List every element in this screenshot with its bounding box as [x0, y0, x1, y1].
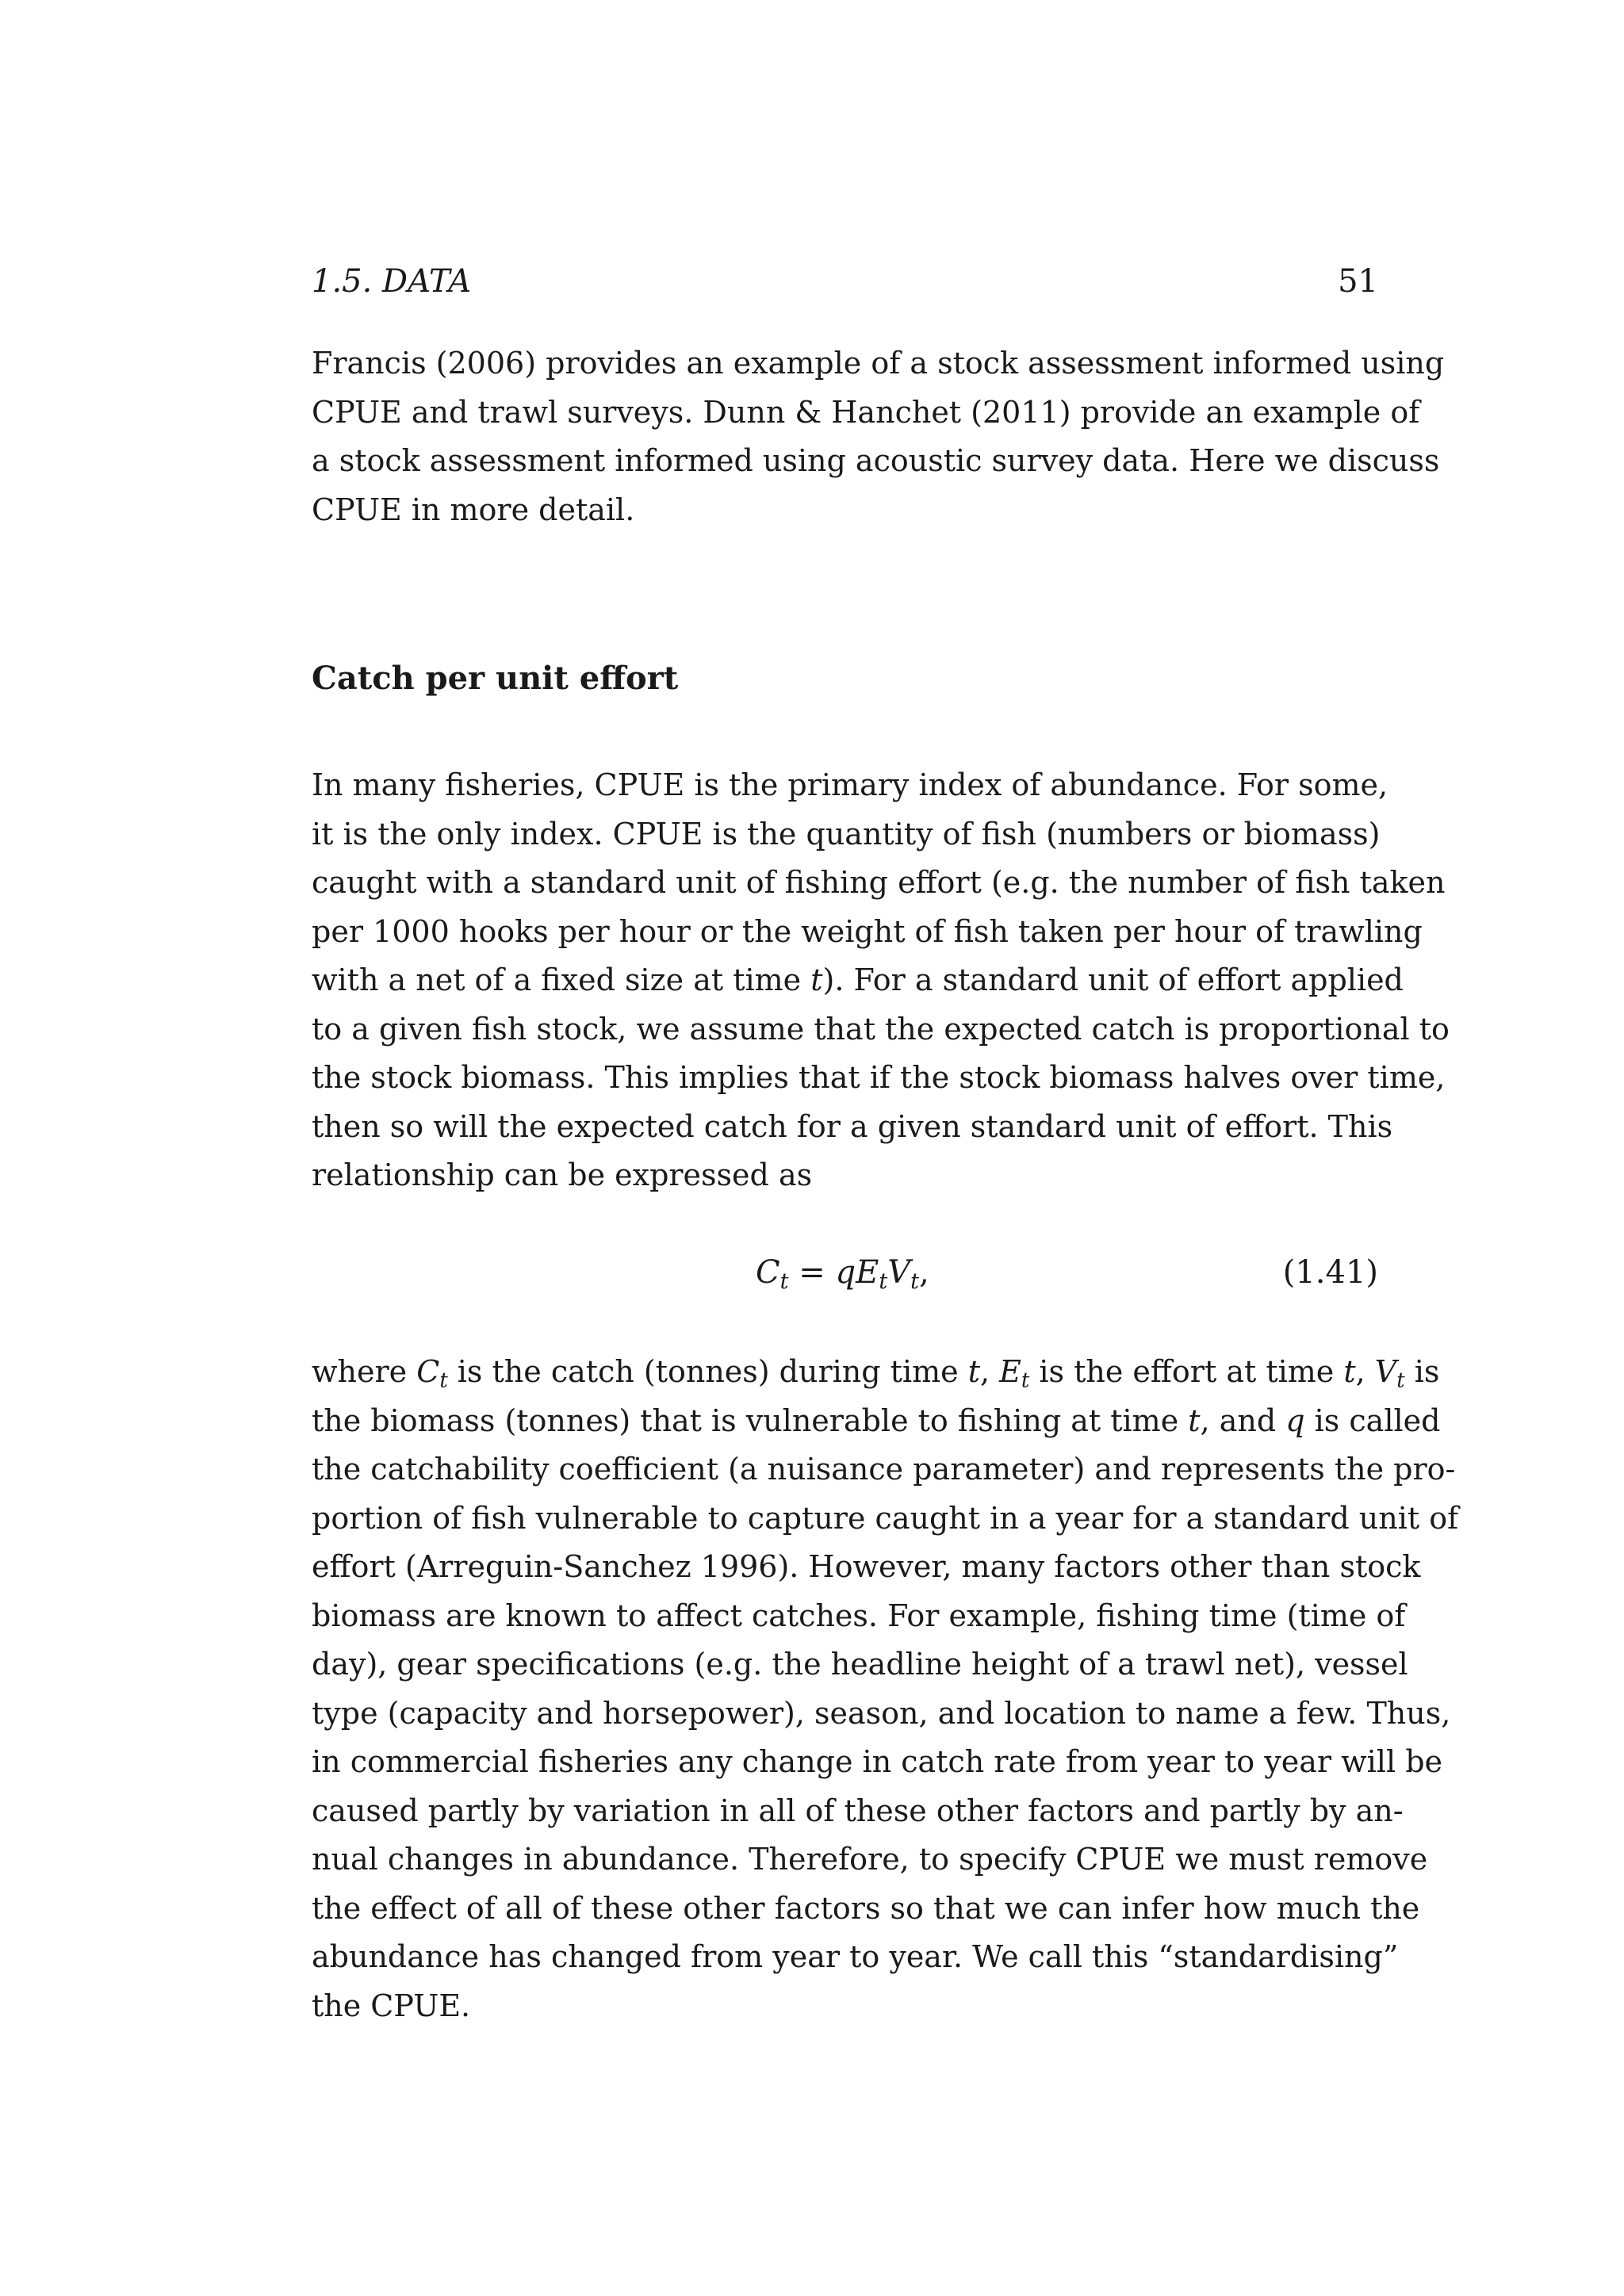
text-line: portion of fish vulnerable to capture caught in a year for a standard unit of [312, 1500, 1459, 1536]
text-line: type (capacity and horsepower), season, and location to name a few. Thus, [312, 1695, 1451, 1731]
text-line: the CPUE. [312, 1988, 471, 2023]
math-var-C: C [416, 1354, 440, 1389]
text-segment: where [312, 1354, 417, 1389]
math-comma: , [919, 1254, 929, 1291]
math-var-q: q [835, 1254, 856, 1291]
math-subscript: t [910, 1269, 920, 1294]
text-line: relationship can be expressed as [312, 1158, 813, 1192]
math-subscript: t [1021, 1368, 1030, 1393]
text-segment: , and [1200, 1402, 1286, 1438]
text-line: the catchability coefficient (a nuisance parameter) and represents the pro- [312, 1452, 1456, 1487]
text-line: CPUE in more detail. [312, 492, 635, 527]
text-segment: the biomass (tonnes) that is vulnerable to fishing at time [312, 1402, 1189, 1438]
text-line: the effect of all of these other factors so that we can infer how much the [312, 1890, 1420, 1926]
text-line: nual changes in abundance. Therefore, to specify CPUE we must remove [312, 1842, 1428, 1877]
text-segment: is the catch (tonnes) during time [447, 1354, 968, 1389]
math-var-q: q [1285, 1402, 1305, 1438]
text-line: it is the only index. CPUE is the quantity of fish (numbers or biomass) [312, 816, 1381, 851]
math-subscript: t [879, 1269, 888, 1294]
text-line: caught with a standard unit of fishing effort (e.g. the number of fish taken [312, 865, 1446, 900]
text-line: a stock assessment informed using acoustic survey data. Here we discuss [312, 443, 1440, 478]
text-line: per 1000 hooks per hour or the weight of fish taken per hour of trawling [312, 913, 1423, 949]
text-segment: is the effort at time [1029, 1354, 1344, 1389]
text-line: abundance has changed from year to year. We call this “standardising” [312, 1939, 1399, 1974]
math-var-V: V [1374, 1354, 1397, 1389]
text-line: effort (Arreguin-Sanchez 1996). However, many factors other than stock [312, 1549, 1421, 1584]
text-line: Francis (2006) provides an example of a stock assessment informed using [312, 346, 1445, 381]
math-var-E: E [999, 1354, 1021, 1389]
definitions-paragraph [312, 1348, 1459, 2030]
math-var-t: t [1343, 1354, 1356, 1389]
text-segment: is called [1304, 1402, 1441, 1438]
equation-formula [756, 1246, 929, 1299]
text-line [312, 956, 1404, 1005]
cpue-paragraph [312, 761, 1450, 1200]
page-number: 51 [1338, 263, 1378, 300]
text-line: CPUE and trawl surveys. Dunn & Hanchet (2011) provide an example of [312, 394, 1420, 430]
section-heading: Catch per unit effort [312, 660, 679, 697]
text-segment: , [1355, 1354, 1375, 1389]
text-line: day), gear specifications (e.g. the headline height of a trawl net), vessel [312, 1647, 1408, 1682]
math-var-E: E [856, 1254, 879, 1291]
text-line [312, 1348, 1440, 1397]
text-line: biomass are known to affect catches. For example, fishing time (time of [312, 1598, 1406, 1633]
text-line: then so will the expected catch for a given standard unit of effort. This [312, 1108, 1393, 1144]
math-var-t: t [1188, 1402, 1201, 1438]
intro-paragraph [312, 339, 1445, 534]
math-var-V: V [887, 1254, 911, 1291]
text-segment: , [980, 1354, 1000, 1389]
text-segment: is [1404, 1354, 1440, 1389]
text-line: in commercial fisheries any change in catch rate from year to year will be [312, 1744, 1443, 1779]
text-segment: with a net of a fixed size at time [312, 962, 811, 997]
math-subscript: t [1396, 1368, 1405, 1393]
text-line: to a given fish stock, we assume that the expected catch is proportional to [312, 1011, 1450, 1047]
text-segment: ). For a standard unit of effort applied [822, 962, 1404, 997]
equation-1-41 [312, 1246, 1378, 1299]
section-title: 1.5. DATA [312, 263, 472, 300]
math-subscript: t [779, 1269, 789, 1294]
text-line: In many fisheries, CPUE is the primary index of abundance. For some, [312, 767, 1388, 802]
text-line: caused partly by variation in all of these other factors and partly by an- [312, 1793, 1404, 1828]
math-var-C: C [756, 1254, 780, 1291]
text-line [312, 1397, 1441, 1446]
equation-number: (1.41) [1282, 1254, 1378, 1291]
math-var-t: t [967, 1354, 980, 1389]
math-equals: = [788, 1254, 836, 1291]
math-subscript: t [439, 1368, 448, 1393]
text-line: the stock biomass. This implies that if the stock biomass halves over time, [312, 1060, 1446, 1095]
math-var-t: t [810, 962, 823, 997]
running-header [312, 258, 1378, 305]
